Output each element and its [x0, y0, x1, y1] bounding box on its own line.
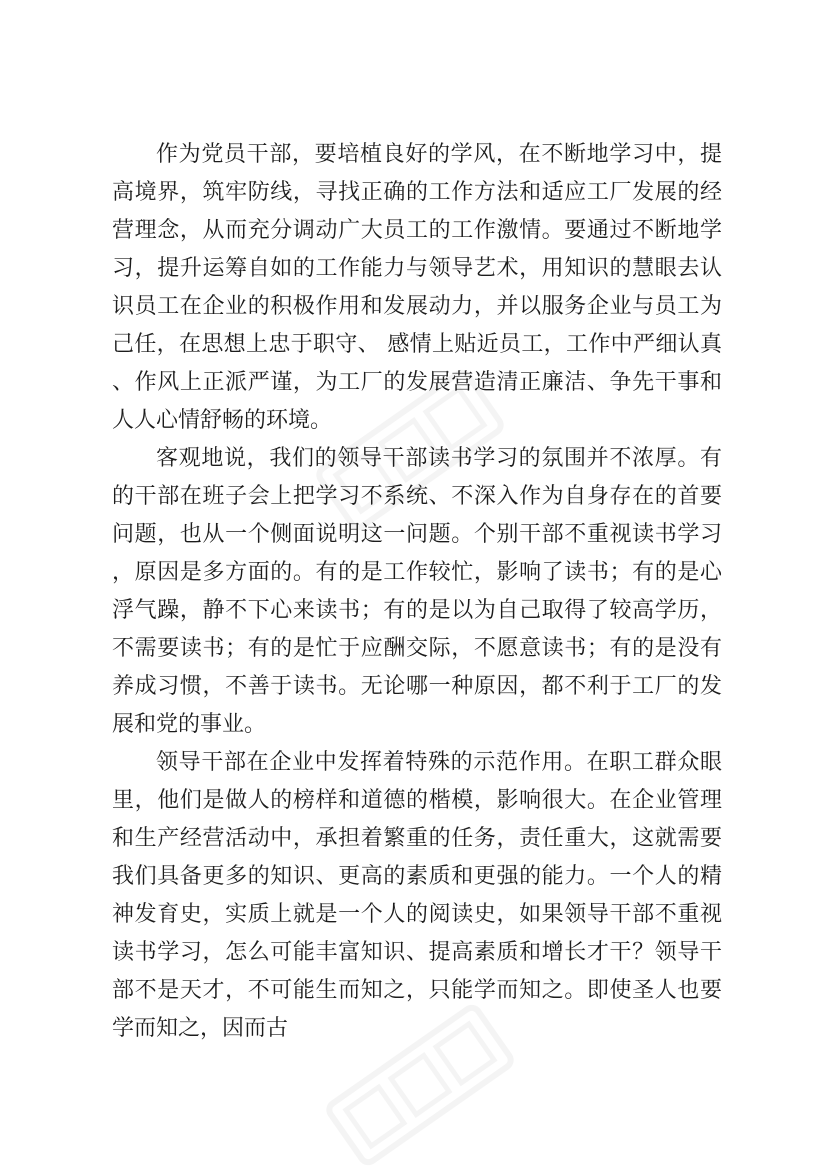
paragraph-2: 客观地说，我们的领导干部读书学习的氛围并不浓厚。有的干部在班子会上把学习不系统、不深入作为自身存在的首要问题，也从一个侧面说明这一问题。个别干部不重视读书学习，原因是多方面的。有的是工作较忙，影响了读书；有的是心浮气躁，静不下心来读书；有的是以为自己取得了较高学历，不需要读书；有的是忙于应酬交际，不愿意读书；有的是没有养成习惯，不善于读书。无论哪一种原因，都不利于工厂的发展和党的事业。 [112, 446, 722, 737]
paragraph-1: 作为党员干部，要培植良好的学风，在不断地学习中，提高境界，筑牢防线，寻找正确的工作方法和适应工厂发展的经营理念，从而充分调动广大员工的工作激情。要通过不断地学习，提升运筹自如的工作能力与领导艺术，用知识的慧眼去认识员工在企业的积极作用和发展动力，并以服务企业与员工为己任，在思想上忠于职守、 感情上贴近员工，工作中严细认真、作风上正派严谨，为工厂的发展营造清正廉洁、争先干事和人人心情舒畅的环境。 [112, 142, 722, 433]
document-body [112, 136, 722, 1048]
paragraph-3: 领导干部在企业中发挥着特殊的示范作用。在职工群众眼里，他们是做人的榜样和道德的楷模，影响很大。在企业管理和生产经营活动中，承担着繁重的任务，责任重大，这就需要我们具备更多的知识、更高的素质和更强的能力。一个人的精神发育史，实质上就是一个人的阅读史，如果领导干部不重视读书学习，怎么可能丰富知识、提高素质和增长才干？领导干部不是天才，不可能生而知之，只能学而知之。即使圣人也要学而知之，因而古 [112, 750, 722, 1041]
